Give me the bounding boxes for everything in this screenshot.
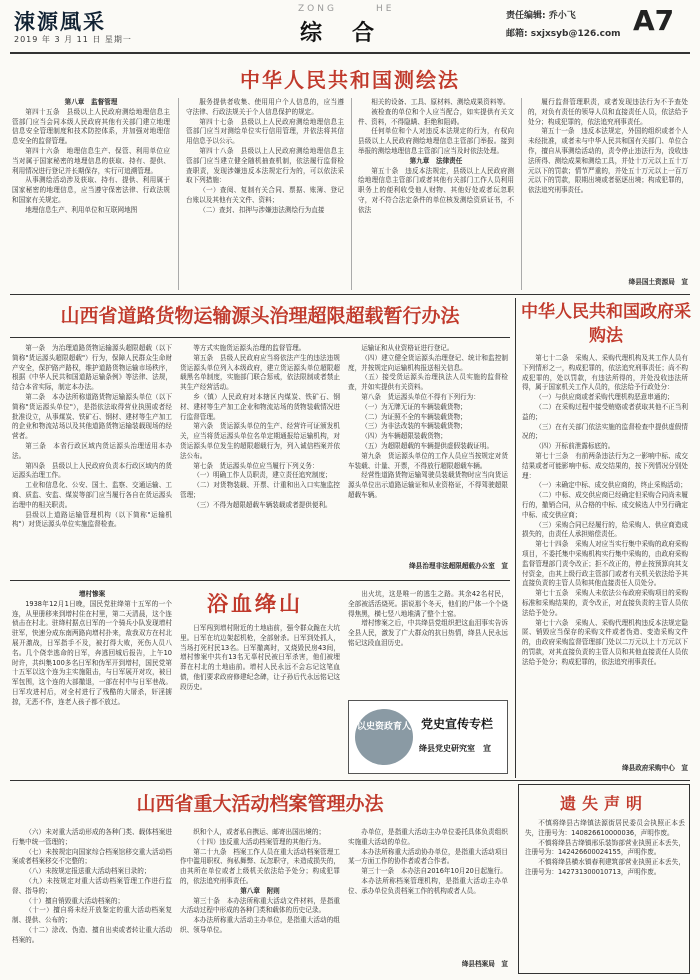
history-col-2: 日军闯到增村附近的土地庙前，强令群众跪在大坑里。日军在坑边架起机枪，全部射杀。日军到处抓人，当场打死村民13名。日军撤离时，又烧毁民房43间，增村惨案中共有13名无辜村民被日军杀害，他们被埋葬在村北的土地庙前。增村人民永远不会忘记这笔血债，他们要求政府修建纪念碑，让子孙后代永远铭记这段历史。 <box>180 624 340 691</box>
archives-col-2: 织和个人，或者私自携运、邮寄出国出境的； （十四）违反重大活动档案管理的其他行为。 第二十九条 档案工作人员在重大活动档案管理工作中滥用职权、徇私舞弊、玩忽职守，未造成损失的，由其所在单位或者上级机关依法给予处分；构成犯罪的，依法追究刑事责任。 第八章 附则 第三十条 本办法所称重大活动文件材料，是指重大活动过程中形成的各种门类和载体的历史记录。 本办法所称重大活动主办单位，是指重大活动的组织、领导单位。 <box>180 828 340 934</box>
divider <box>351 98 352 290</box>
procurement-body: 第七十二条 采购人、采购代理机构及其工作人员有下列情形之一，构成犯罪的，依法追究刑事责任；尚不构成犯罪的，处以罚款，有违法所得的，并处没收违法所得，属于国家机关工作人员的，依法给予行政处分： （一）与供应商或者采购代理机构恶意串通的； （二）在采购过程中接受贿赂或者获取其他不正当利益的； （三）在有关部门依法实施的监督检查中提供虚假情况的； （四）开标前泄露标底的。 第七十三条 有前两条违法行为之一影响中标、成交结果或者可能影响中标、成交结果的，按下列情况分别处理： （一）未确定中标、成交供应商的，终止采购活动； （二）中标、成交供应商已经确定但采购合同尚未履行的，撤销合同，从合格的中标、成交候选人中另行确定中标、成交供应商； （三）采购合同已经履行的，给采购人、供应商造成损失的，由责任人承担赔偿责任。 第七十四条 采购人对应当实行集中采购的政府采购项目，不委托集中采购机构实行集中采购的，由政府采购监督管理部门责令改正；拒不改正的，停止按预算向其支付资金，由其上级行政主管部门或者有关机关依法给予其直接负责的主管人员和其他直接责任人员处分。 第七十五条 采购人未依法公布政府采购项目的采购标准和采购结果的，责令改正，对直接负责的主管人员依法给予处分。 第七十六条 采购人、采购代理机构违反本法规定隐匿、销毁应当保存的采购文件或者伪造、变造采购文件的，由政府采购监督管理部门处以二万元以上十万元以下的罚款，对其直接负责的主管人员和其他直接责任人员依法给予处分；构成犯罪的，依法追究刑事责任。 <box>522 354 688 666</box>
archives-col-3: 办单位，是指重大活动主办单位委托具体负责组织实施重大活动的单位。 本办法所称重大活动协办单位，是指重大活动项目某一方面工作的协作者或者合作者。 第三十一条 本办法自2016年10月20日起施行。 本办法所称档案管理机构，是指重大活动主办单位、承办单位负责档案工作的机构或者人员。 <box>348 828 508 895</box>
surveying-col-3: 相关的设备、工具、原材料、测绘成果资料等。 被检查的单位和个人应当配合，如实提供有关文件、资料，不得隐瞒、拒绝和阻碍。 任何单位和个人对违反本法规定的行为，有权向县级以上人民政府测绘地理信息主管部门举报。接到举报的测绘地理信息主管部门应当及时依法处理。 第九章 法律责任 第五十条 违反本法规定，县级以上人民政府测绘地理信息主管部门或者其他有关部门工作人员利用职务上的便利收受他人财物、其他好处或者玩忽职守，对不符合法定条件的单位核发测绘资质证书，不依法 <box>358 98 514 214</box>
surveying-col-4: 履行监督管理职责，或者发现违法行为不予查处的，对负有责任的领导人员和直接责任人员，依法给予处分；构成犯罪的，依法追究刑事责任。 第五十一条 违反本法规定，外国的组织或者个人未经批准，或者未与中华人民共和国有关部门、单位合作，擅自从事测绘活动的，责令停止违法行为，没收违法所得、测绘成果和测绘工具，并处十万元以上五十万元以下的罚款；情节严重的，并处五十万元以上一百万元以下的罚款，限期出境或者驱逐出境；构成犯罪的，依法追究刑事责任。 <box>528 98 688 195</box>
section-title: 综合 <box>300 20 405 46</box>
archives-col-1: （六）未对重大活动形成的各种门类、载体档案进行集中统一管理的； （七）未按规定向国家综合档案馆移交重大活动档案或者档案移交不完整的； （八）未按规定报送重大活动档案目录的； （九）未按规定对重大活动档案管理工作进行监督、指导的； （十）擅自销毁重大活动档案的； （十一）擅自将未经开放鉴定的重大活动档案复制、提供、公布的； （十二）涂改、伪造、擅自出卖或者转让重大活动档案的。 <box>12 828 172 944</box>
divider <box>521 98 522 290</box>
header-rule <box>10 52 690 54</box>
freight-col-3: 运输证和从业资格证进行登记。 （四）建立健全货运源头治理登记、统计和监控制度，并按规定向运输机构报送相关信息。 （五）接受货运源头治理执法人员实施的监督检查，并如实提供有关资料。 第八条 货运源头单位不得有下列行为： （一）为无牌无证的车辆装载货物； （二）为证照不全的车辆装载货物； （三）为非法改装的车辆装载货物； （四）为车辆超限装载货物； （五）为超限超载的车辆提供虚假装载证明。 第九条 货运源头单位的工作人员应当按规定对货车装载、计量、开票，不得放行超限超载车辆。 经营性道路货物运输驾驶员装载货物时应当向货运源头单位出示道路运输证和从业资格证，不得驾驶超限超载车辆。 <box>348 344 508 499</box>
lost-title: 遗失声明 <box>559 794 648 813</box>
surveying-source: 绛县国土资源局 宣 <box>628 278 688 286</box>
surveying-col-1: 第八章 监督管理 第四十五条 县级以上人民政府测绘地理信息主管部门应当会同本级人民政府其他有关部门建立地理信息安全管理制度和技术防控体系，并加强对地理信息安全的监督管理。 第四十六条 地理信息生产、保管、利用单位应当对属于国家秘密的地理信息的获取、持有、提供、利用情况进行登记并长期保存，实行可追溯管理。 从事测绘活动涉及获取、持有、提供、利用属于国家秘密的地理信息，应当遵守保密法律、行政法规和国家有关规定。 地理信息生产、利用单位和互联网地图 <box>12 98 170 214</box>
history-col-1: 增村惨案 1938年12月1日晚，国民党驻绛第十五军的一个连，从里册移来到增村住在村里，第二天清晨，这个连侦击在村北。驻绛村据点日军的一个骑兵小队发现增村驻军，快速分成东南两路向增村扑来，敌我双方在村北展开激战，日军指手不及，被打得大败，死伤人员八名。几个侥幸逃命的日军，奔逃回城后报告，上午10时许，共纠集100多名日军和伪军开到增村，国民党第十五军以这个连为主实施阻击，与日军展开对攻，被日军包围，这个连的大部撤退，一部在村中与日军巷战。日军攻进村后，对全村进行了残酷的大屠杀，奸淫掳掠，无恶不作，连老人孩子都不放过。 <box>12 590 172 706</box>
lost-notice <box>518 784 690 974</box>
archives-source: 绛县档案局 宣 <box>461 960 508 968</box>
freight-col-2: 等方式实施货运源头治理的监督管理。 第五条 县级人民政府应当将依法产生的违法违规货运源头单位列入本级政府，建立货运源头单位超限超载黑名单制度，实施部门联合惩戒，依法限制或者禁止其生产经营活动。 乡（镇）人民政府对本辖区内煤炭、铁矿石、钢材、建材等生产加工企业和物流站场的货物装载情况进行监督管理。 第六条 货运源头单位的生产、经营许可证颁发机关，应当将货运源头单位名单定期通报给运输机构，对货运源头单位发生的超限超载行为，列入诚信档案并依法公布。 第七条 货运源头单位应当履行下列义务： （一）明确工作人员职责，建立责任追究制度； （二）对货物装载、开票、计重和出入口实施监控管理； （三）不得为超限超载车辆装载或者提供便利。 <box>180 344 340 509</box>
editor: 责任编辑: 乔小飞 <box>506 11 576 21</box>
history-col-3: 出火坑，这是唯一的逃生之路。其余42名村民，全部被活活烧死。据说那个冬天，他们的尸体一个个烧得焦黑，横七竖八地堆满了整个土窑。 增村惨案之后，中共绛县党组织把这血泪事实告诉全县人民，激发了广大群众的抗日热情，绛县人民永远铭记这段血泪历史。 <box>348 590 508 647</box>
party-history-seal: 以史资政育人 <box>355 709 413 765</box>
archives-title: 山西省重大活动档案管理办法 <box>136 793 384 815</box>
banner-title: 党史宣传专栏 <box>421 717 494 731</box>
masthead: 涑源風采 <box>14 9 106 34</box>
freight-col-1: 第一条 为治理道路货物运输源头超限超载（以下简称"货运源头超限超载"）行为，保障人民群众生命财产安全，保护路产路权，维护道路货物运输市场秩序，根据《中华人民共和国道路运输条例》等法律、法规，结合本省实际，制定本办法。 第二条 本办法所称道路货物运输源头单位（以下简称"货运源头单位"），是指依法取得营业执照或者经批准设立，从事煤炭、铁矿石、钢材、建材等生产加工的企业和物流站场以及其他道路货物运输装载现场的经营者。 第三条 本省行政区域内货运源头治理适用本办法。 第四条 县级以上人民政府负责本行政区域内的货运源头治理工作。 工业和信息化、公安、国土、监察、交通运输、工商、质监、安监、煤炭等部门应当履行各自在货运源头治理中的相关职责。 县级以上道路运输管理机构（以下简称"运输机构"）对货运源头单位实施监督检查。 <box>12 344 172 529</box>
freight-source: 绛县治理非法超限超载办公室 宣 <box>409 562 508 570</box>
procurement-title: 中华人民共和国政府采购法 <box>521 302 691 346</box>
surveying-title: 中华人民共和国测绘法 <box>240 68 460 92</box>
section-rule <box>10 780 690 781</box>
page-number: A7 <box>633 4 675 37</box>
lost-items: 不慎将绛县古绛镇法源街居民委员会执照正本丢失，注册号为：140826610000036，声明作废。 不慎将绛县古绛镇邢乐装饰部营业执照正本丢失，注册号为：142426600024155，声明作废。 不慎将绛县横水镇春利建筑部营业执照正本丢失，注册号为：142731300010713，声明作废。 <box>525 819 685 876</box>
banner-source: 绛县党史研究室 宣 <box>419 744 491 753</box>
divider <box>515 298 516 778</box>
procurement-source: 绛县政府采购中心 宣 <box>622 764 688 772</box>
editor-email[interactable]: 邮箱: sxjxsyb@126.com <box>506 29 621 39</box>
section-rule <box>10 580 510 581</box>
pinyin-zong: ZONG <box>298 4 337 14</box>
surveying-col-2: 服务提供者收集、使用用户个人信息的，应当遵守法律、行政法规关于个人信息保护的规定。 第四十七条 县级以上人民政府测绘地理信息主管部门应当对测绘单位实行信用管理，并依法将其信用信息予以公示。 第四十八条 县级以上人民政府测绘地理信息主管部门应当建立健全随机抽查机制，依法履行监督检查职责，发现涉嫌违反本法规定行为的，可以依法采取下列措施： （一）查阅、复制有关合同、票据、账簿、登记台账以及其他有关文件、资料； （二）查封、扣押与涉嫌违法测绘行为直接 <box>186 98 344 214</box>
history-title: 浴血绛山 <box>207 591 303 616</box>
divider <box>178 98 179 290</box>
issue-date: 2019 年 3 月 11 日 星期一 <box>14 35 132 44</box>
pinyin-he: HE <box>376 4 395 14</box>
freight-title: 山西省道路货物运输源头治理超限超载暂行办法 <box>60 305 460 327</box>
freight-title-rule <box>10 337 510 338</box>
party-history-banner <box>348 700 508 774</box>
